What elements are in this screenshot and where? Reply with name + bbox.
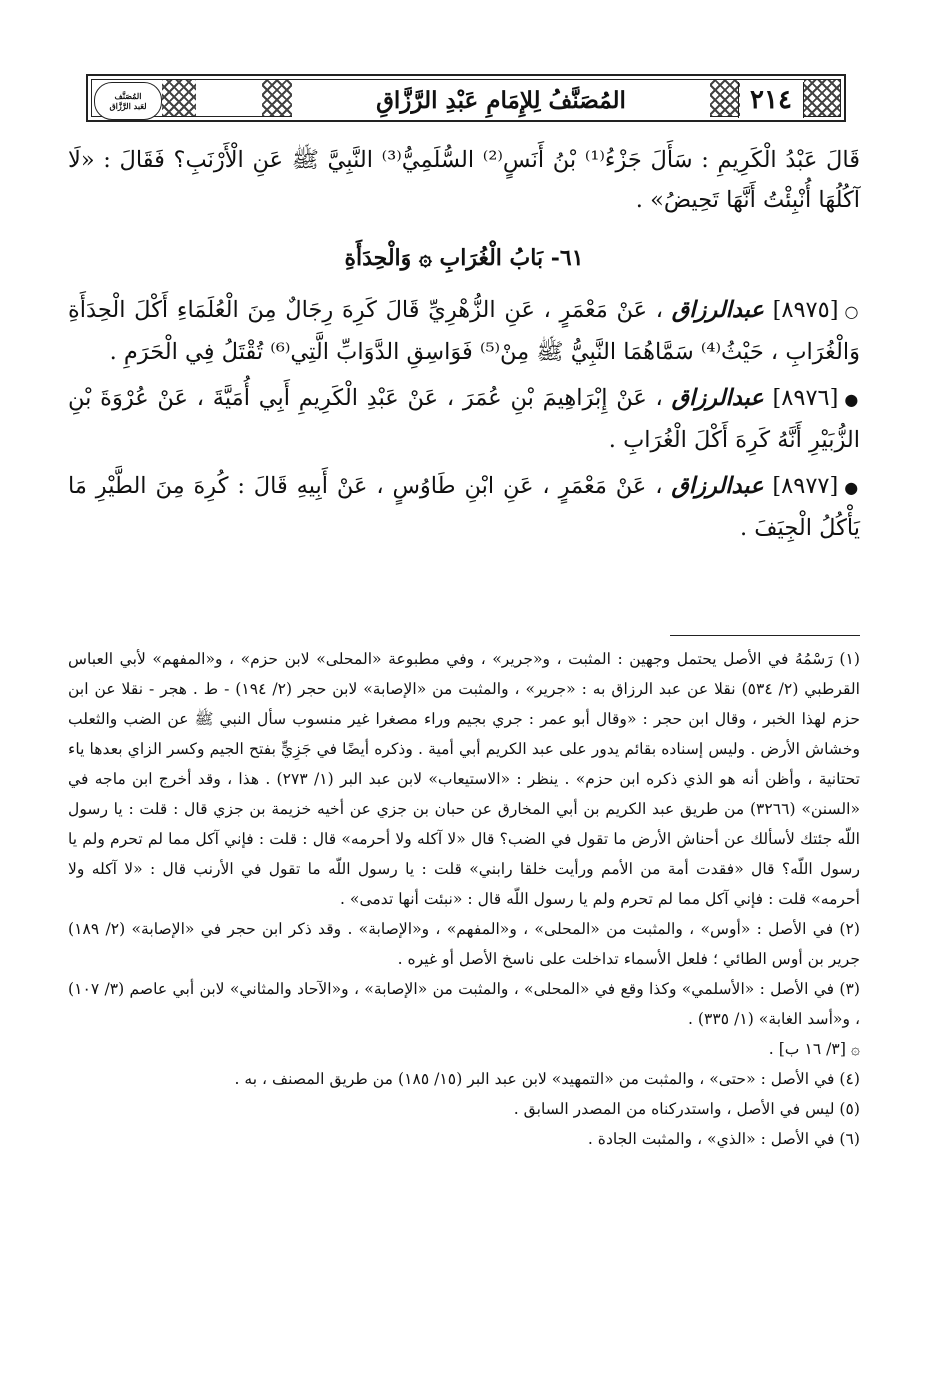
footnote: (٥) ليس في الأصل ، واستدركناه من المصدر السابق .: [513, 1100, 860, 1118]
ornament-border-mid-left: [262, 80, 292, 116]
entry-number: [٨٩٧٦]: [772, 385, 839, 411]
entry-number: [٨٩٧٥]: [772, 297, 839, 323]
footnote: (٢) في الأصل : «أوس» ، والمثبت من «المحلى» ، و«المفهم» ، و«الإصابة» . وقد ذكر ابن حجر في «الإصابة» (٢/ ١٨٩) جرير بن أوس الطائي ؛ فلعل الأسماء تداخلت على ناسخ الأصل أو غيره .: [68, 920, 860, 968]
entry-text: ، عَنْ إِبْرَاهِيمَ بْنِ عُمَرَ ، عَنْ عَبْدِ الْكَرِيمِ أَبِي أُمَيَّةَ ، عَنْ عُرْوَةَ بْنِ الزُّبَيْرِ أَنَّهُ كَرِهَ أَكْلَ الْغُرَابِ .: [68, 385, 860, 453]
ornament-border-right: [804, 80, 840, 116]
entry-text: ، عَنْ مَعْمَرٍ ، عَنِ الزُّهْرِيِّ قَالَ كَرِهَ رِجَالٌ مِنَ الْعُلَمَاءِ أَكْلَ الْحِدَأَةِ وَالْغُرَابِ ، حَيْثُ⁽⁴⁾ سَمَّاهُمَا النَّبِيُّ ﷺ مِنْ⁽⁵⁾ فَوَاسِقِ الدَّوَابِّ الَّتِي⁽⁶⁾ تُقْتَلُ فِي الْحَرَمِ .: [68, 297, 860, 365]
hadith-entry: [68, 378, 860, 460]
entry-narrator: عبدالرزاق: [671, 385, 764, 411]
footnote: (٦) في الأصل : «الذي» ، والمثبت الجادة .: [587, 1130, 860, 1148]
intro-paragraph: قَالَ عَبْدُ الْكَرِيمِ : سَأَلَ جَزْءُ⁽¹⁾ بْنُ أَنَسٍ⁽²⁾ السُّلَمِيُّ⁽³⁾ النَّبِيَّ ﷺ عَنِ الْأَرْنَبِ؟ فَقَالَ : «لَا آكُلُهَا أُنْبِئْتُ أَنَّهَا تَحِيضُ» .: [68, 147, 861, 213]
header-title-box: [292, 82, 710, 118]
main-text: [68, 140, 860, 548]
header-frame: [91, 79, 841, 117]
page-header: [86, 74, 846, 122]
seal-line-2: لعَبد الرَّزَّاق: [109, 101, 147, 111]
hadith-entry: [68, 466, 860, 548]
entry-text: ، عَنْ مَعْمَرٍ ، عَنِ ابْنِ طَاوُسٍ ، عَنْ أَبِيهِ قَالَ : كُرِهَ مِنَ الطَّيْرِ مَا يَأْكُلُ الْجِيَفَ .: [68, 473, 860, 541]
footnote: (٣) في الأصل : «الأسلمي» وكذا وقع في «المحلى» ، والمثبت من «الإصابة» ، و«الآحاد والمثاني» لابن أبي عاصم (٣/ ١٠٧) ، و«أسد الغابة» (١/ ٣٣٥) .: [68, 980, 860, 1028]
footnote-divider: [670, 635, 860, 636]
entry-marker: ●: [844, 478, 860, 497]
page-number-box: [738, 82, 804, 118]
ornament-border-left: [162, 80, 196, 116]
entry-narrator: عبدالرزاق: [671, 473, 764, 499]
footnotes: [68, 644, 860, 1154]
footnote: ۞ [٣/ ١٦ ب] .: [768, 1040, 860, 1058]
ornament-border-mid-right: [710, 80, 740, 116]
footnote: (١) رَسْمُهُ في الأصل يحتمل وجهين : المثبت ، و«جرير» ، وفي مطبوعة «المحلى» لابن حزم» ، و«المفهم» لأبي العباس القرطبي (٢/ ٥٣٤) نقلا عن عبد الرزاق به : «جرير» ، والمثبت من «الإصابة» لابن حجر (٢/ ١٩٤) - ط . هجر - نقلا عن ابن حزم لهذا الخبر ، وقال ابن حجر : «وقال أبو عمر : جري بجيم وراء مصغرا غير منسوب سأل النبي ﷺ عن الضب والثعلب وخشاش الأرض . وليس إسناده بقائم يدور على عبد الكريم أبي أمية . وذكره أيضًا في جَزِيٍّ بفتح الجيم وكسر الزاي بعدها ياء تحتانية ، وأظن أنه هو الذي ذكره ابن حزم» . ينظر : «الاستيعاب» لابن عبد البر (١/ ٢٧٣) . هذا ، وقد أخرج ابن ماجه في «السنن» (٣٢٦٦) من طريق عبد الكريم بن أبي المخارق عن حبان بن جزي عن أخيه خزيمة بن جزي قال : قلت : يا رسول اللّه جئتك لأسألك عن أحناش الأرض ما تقول في الضب؟ قال «لا آكله ولا أحرمه» قال : قلت : فإني آكل مما لم تحرم ولم يا رسول اللّه؟ قال «فقدت أمة من الأمم ورأيت خلقا رابني» قلت : يا رسول اللّه ما تقول في الأرنب قال : «لا آكله ولا أحرمه» قلت : فإني آكل مما لم تحرم ولم يا رسول اللّه قال : «نبئت أنها تدمى» .: [68, 650, 860, 908]
page-number: ٢١٤: [750, 85, 792, 115]
seal-line-1: المُصَنَّف: [114, 91, 142, 101]
book-seal-logo: [94, 82, 162, 120]
footnote: (٤) في الأصل : «حتى» ، والمثبت من «التمهيد» لابن عبد البر (١٥/ ١٨٥) من طريق المصنف ، به .: [234, 1070, 860, 1088]
entry-marker: ○: [844, 302, 861, 321]
entry-number: [٨٩٧٧]: [772, 473, 839, 499]
entry-marker: ●: [844, 390, 861, 409]
hadith-entry: [68, 290, 860, 372]
entry-narrator: عبدالرزاق: [671, 297, 764, 323]
book-title: المُصَنَّفُ لِلإِمَامِ عَبْدِ الرَّزَّاقِ: [376, 86, 626, 114]
chapter-heading: ٦١- بَابُ الْغُرَابِ ۞ وَالْحِدَأَةِ: [344, 245, 584, 271]
